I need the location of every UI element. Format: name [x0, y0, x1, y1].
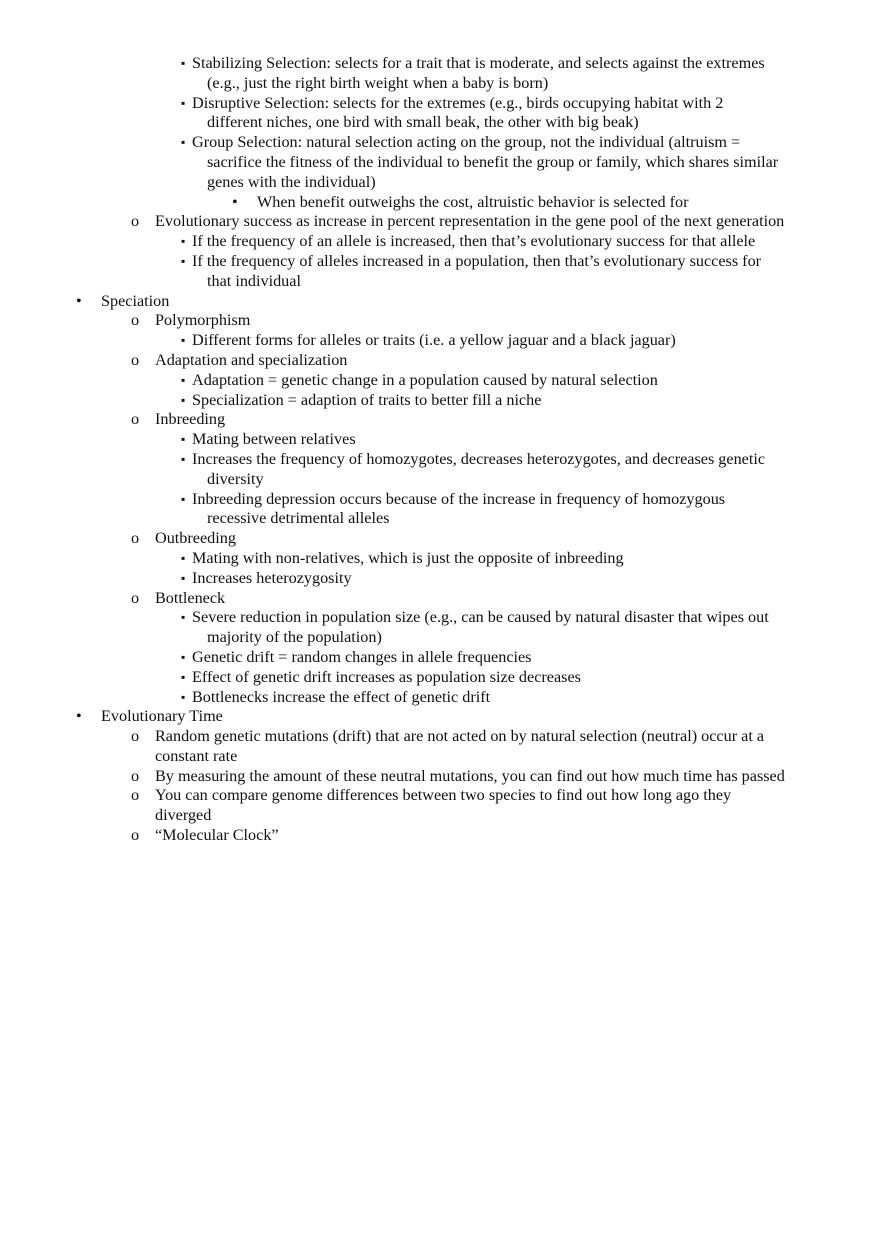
- outline-item-level-2: [0, 786, 880, 826]
- text-line: Genetic drift = random changes in allele frequencies: [192, 647, 532, 666]
- circle-bullet-marker: o: [131, 212, 140, 231]
- outline-item-text: [155, 529, 840, 549]
- document-body: [0, 54, 880, 846]
- circle-bullet-marker: o: [131, 350, 140, 369]
- text-line: Outbreeding: [155, 529, 236, 548]
- outline-item-text: [192, 371, 810, 391]
- square-bullet-marker: ▪: [181, 570, 186, 585]
- text-line-continuation: constant rate: [155, 746, 238, 765]
- text-line: Increases heterozygosity: [192, 568, 352, 587]
- outline-item-text: [192, 54, 810, 94]
- text-line-continuation: diversity: [207, 469, 264, 488]
- square-bullet-marker: ▪: [181, 550, 186, 565]
- outline-item-text: [155, 786, 840, 826]
- text-line-continuation: different niches, one bird with small beak, the other with big beak): [207, 113, 639, 132]
- outline-item-level-3: [0, 648, 880, 668]
- outline-item-text: [155, 767, 840, 787]
- outline-item-level-3: [0, 490, 880, 530]
- outline-item-level-3: [0, 133, 880, 192]
- outline-item-text: [192, 648, 810, 668]
- circle-bullet-marker: o: [131, 588, 140, 607]
- text-line: “Molecular Clock”: [155, 826, 279, 845]
- outline-item-level-1: [0, 292, 880, 312]
- text-line: Stabilizing Selection: selects for a trait that is moderate, and selects against the extremes: [192, 54, 765, 72]
- text-line: Specialization = adaption of traits to better fill a niche: [192, 390, 542, 409]
- square-bullet-marker: ▪: [181, 234, 186, 249]
- outline-item-level-3: [0, 668, 880, 688]
- outline-item-text: [101, 707, 840, 727]
- text-line: Different forms for alleles or traits (i.e. a yellow jaguar and a black jaguar): [192, 331, 676, 350]
- text-line: Polymorphism: [155, 311, 251, 330]
- outline-item-text: [192, 252, 810, 292]
- text-line: Group Selection: natural selection acting on the group, not the individual (altruism =: [192, 133, 741, 152]
- outline-item-text: [192, 569, 810, 589]
- circle-bullet-marker: o: [131, 311, 140, 330]
- square-bullet-marker: ▪: [181, 135, 186, 150]
- outline-item-level-3: [0, 252, 880, 292]
- text-line: Disruptive Selection: selects for the extremes (e.g., birds occupying habitat with 2: [192, 93, 724, 112]
- outline-item-text: [192, 94, 810, 134]
- outline-item-text: [101, 292, 840, 312]
- text-line: Inbreeding: [155, 410, 226, 429]
- text-line: Inbreeding depression occurs because of the increase in frequency of homozygous: [192, 489, 726, 508]
- circle-bullet-marker: o: [131, 727, 140, 746]
- outline-item-level-2: [0, 212, 880, 232]
- text-line-continuation: diverged: [155, 806, 212, 825]
- outline-item-text: [192, 391, 810, 411]
- outline-item-level-3: [0, 450, 880, 490]
- outline-item-text: [155, 311, 840, 331]
- outline-item-level-1: [0, 707, 880, 727]
- text-line: You can compare genome differences between two species to find out how long ago they: [155, 786, 732, 805]
- outline-item-text: [192, 133, 810, 192]
- outline-item-text: [192, 232, 810, 252]
- text-line: Evolutionary success as increase in percent representation in the gene pool of the next generation: [155, 212, 785, 231]
- bullet-marker: •: [76, 291, 82, 310]
- outline-item-text: [192, 430, 810, 450]
- square-bullet-marker: ▪: [181, 372, 186, 387]
- square-bullet-marker: ▪: [181, 253, 186, 268]
- circle-bullet-marker: o: [131, 826, 140, 845]
- text-line: Evolutionary Time: [101, 707, 223, 726]
- square-bullet-marker: ▪: [181, 451, 186, 466]
- text-line: Adaptation and specialization: [155, 350, 348, 369]
- outline-item-level-2: [0, 589, 880, 609]
- text-line: Increases the frequency of homozygotes, decreases heterozygotes, and decreases genetic: [192, 449, 766, 468]
- text-line-continuation: that individual: [207, 271, 301, 290]
- text-line: Random genetic mutations (drift) that are not acted on by natural selection (neutral) occur at a: [155, 727, 765, 746]
- outline-item-level-2: [0, 311, 880, 331]
- outline-item-level-3: [0, 331, 880, 351]
- outline-item-text: [155, 589, 840, 609]
- square-bullet-marker: ▪: [181, 392, 186, 407]
- outline-item-text: [192, 688, 810, 708]
- outline-item-level-2: [0, 410, 880, 430]
- text-line: If the frequency of alleles increased in a population, then that’s evolutionary success for: [192, 251, 762, 270]
- text-line: If the frequency of an allele is increased, then that’s evolutionary success for that allele: [192, 232, 756, 251]
- outline-item-level-3: [0, 94, 880, 134]
- outline-item-text: [155, 212, 840, 232]
- text-line-continuation: recessive detrimental alleles: [207, 509, 390, 528]
- text-line: By measuring the amount of these neutral mutations, you can find out how much time has passed: [155, 766, 785, 785]
- outline-item-level-3: [0, 391, 880, 411]
- bullet-marker: •: [232, 192, 238, 211]
- square-bullet-marker: ▪: [181, 95, 186, 110]
- outline-item-text: [192, 490, 810, 530]
- square-bullet-marker: ▪: [181, 56, 186, 70]
- outline-item-level-2: [0, 767, 880, 787]
- square-bullet-marker: ▪: [181, 649, 186, 664]
- circle-bullet-marker: o: [131, 410, 140, 429]
- outline-item-text: [155, 826, 840, 846]
- text-line: Mating with non-relatives, which is just the opposite of inbreeding: [192, 548, 624, 567]
- outline-item-level-2: [0, 529, 880, 549]
- outline-item-level-3: [0, 569, 880, 589]
- outline-item-level-3: [0, 430, 880, 450]
- outline-item-text: [192, 668, 810, 688]
- outline-item-text: [192, 450, 810, 490]
- outline-item-level-3: [0, 608, 880, 648]
- square-bullet-marker: ▪: [181, 491, 186, 506]
- outline-item-text: [257, 193, 820, 213]
- square-bullet-marker: ▪: [181, 432, 186, 447]
- text-line: Effect of genetic drift increases as population size decreases: [192, 667, 581, 686]
- outline-item-level-3: [0, 232, 880, 252]
- circle-bullet-marker: o: [131, 766, 140, 785]
- outline-item-level-3: [0, 54, 880, 94]
- outline-item-text: [155, 727, 840, 767]
- square-bullet-marker: ▪: [181, 333, 186, 348]
- outline-item-level-3: [0, 371, 880, 391]
- outline-item-level-4: [0, 193, 880, 213]
- text-line: Bottleneck: [155, 588, 226, 607]
- outline-item-level-2: [0, 727, 880, 767]
- bullet-marker: •: [76, 707, 82, 726]
- text-line-continuation: (e.g., just the right birth weight when a baby is born): [207, 73, 549, 92]
- outline-item-text: [192, 608, 810, 648]
- outline-item-text: [155, 351, 840, 371]
- text-line: When benefit outweighs the cost, altruistic behavior is selected for: [257, 192, 689, 211]
- text-line-continuation: sacrifice the fitness of the individual to benefit the group or family, which shares similar: [207, 152, 779, 171]
- outline-item-text: [155, 410, 840, 430]
- text-line: Mating between relatives: [192, 430, 356, 449]
- text-line: Adaptation = genetic change in a population caused by natural selection: [192, 370, 658, 389]
- circle-bullet-marker: o: [131, 529, 140, 548]
- circle-bullet-marker: o: [131, 786, 140, 805]
- text-line: Severe reduction in population size (e.g., can be caused by natural disaster that wipes out: [192, 608, 769, 627]
- text-line-continuation: genes with the individual): [207, 172, 376, 191]
- square-bullet-marker: ▪: [181, 610, 186, 625]
- text-line: Bottlenecks increase the effect of genetic drift: [192, 687, 491, 706]
- outline-item-text: [192, 549, 810, 569]
- text-line: Speciation: [101, 291, 170, 310]
- outline-item-level-2: [0, 826, 880, 846]
- square-bullet-marker: ▪: [181, 669, 186, 684]
- outline-item-level-3: [0, 549, 880, 569]
- text-line-continuation: majority of the population): [207, 628, 382, 647]
- outline-item-text: [192, 331, 810, 351]
- outline-item-level-3: [0, 688, 880, 708]
- outline-item-level-2: [0, 351, 880, 371]
- square-bullet-marker: ▪: [181, 689, 186, 704]
